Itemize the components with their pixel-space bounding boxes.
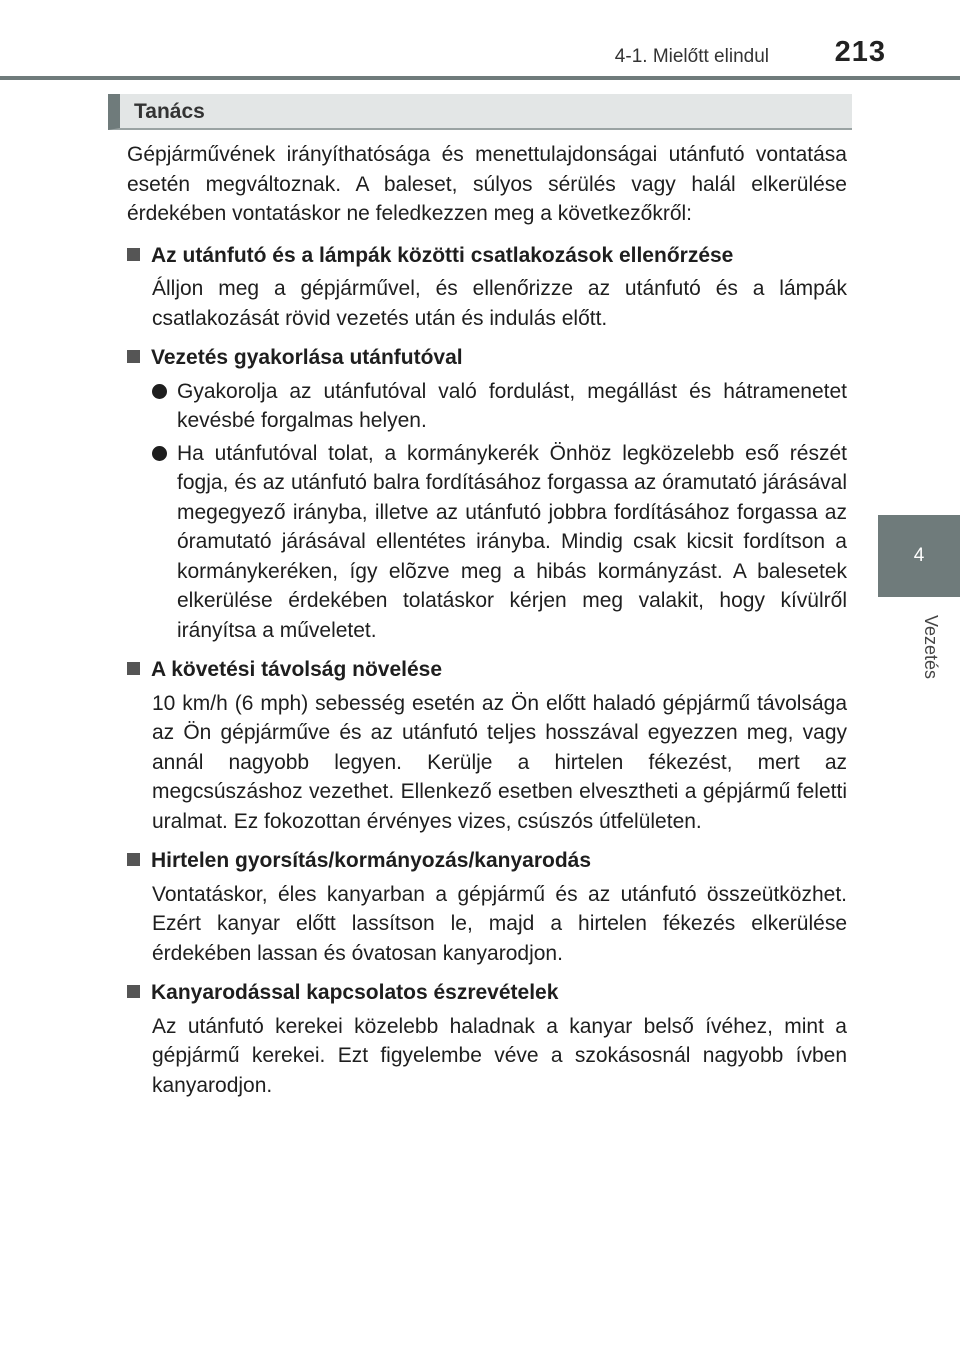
list-item <box>152 377 847 436</box>
list-item <box>152 439 847 646</box>
list-item-text: Gyakorolja az utánfutóval való fordulást, megállást és hátramenetet kevésbé forgalmas helyen. <box>177 379 847 432</box>
advice-title: Tanács <box>134 100 205 123</box>
header-rule <box>0 76 960 80</box>
section-sudden-maneuvers <box>127 846 847 968</box>
square-bullet-icon <box>127 350 140 363</box>
section-heading-text: Vezetés gyakorlása utánfutóval <box>151 346 463 369</box>
section-heading <box>127 846 847 876</box>
section-body: Az utánfutó kerekei közelebb haladnak a kanyar belső ívéhez, mint a gépjármű kerekei. Ezt figyelembe véve a szokásosnál nagyobb ívben kanyarodjon. <box>152 1014 847 1097</box>
chapter-number: 4 <box>913 545 925 566</box>
section-heading-text: Hirtelen gyorsítás/kormányozás/kanyarodás <box>151 849 592 872</box>
round-bullet-icon <box>152 446 167 461</box>
square-bullet-icon <box>127 248 140 261</box>
square-bullet-icon <box>127 662 140 675</box>
advice-box <box>108 94 852 130</box>
square-bullet-icon <box>127 853 140 866</box>
section-heading <box>127 241 847 271</box>
page-number: 213 <box>834 36 886 68</box>
section-heading-text: Kanyarodással kapcsolatos észrevételek <box>151 981 559 1004</box>
section-heading <box>127 343 847 373</box>
section-heading-text: Az utánfutó és a lámpák közötti csatlakozások ellenőrzése <box>151 243 734 267</box>
chapter-label: Vezetés <box>921 614 941 680</box>
section-connections <box>127 241 847 334</box>
section-body: Vontatáskor, éles kanyarban a gépjármű és az utánfutó összeütközhet. Ezért kanyar előtt lassítson le, majd a hirtelen fékezés elkerülése érdekében lassan és óvatosan kanyarodjon. <box>152 882 847 965</box>
section-turning <box>127 978 847 1100</box>
section-heading <box>127 655 847 685</box>
header-section-title: 4-1. Mielőtt elindul <box>614 46 769 67</box>
list-item-text: Ha utánfutóval tolat, a kormánykerék Önhöz legközelebb eső részét fogja, és az utánfutó balra fordításához forgassa az óramutató járásával megegyező irányba, illetve az utánfutó jobbra fordításához forgassa az óramutató járásával ellentétes irányba. Mindig csak kicsit fordítson a kormánykeréken, így elõzve meg a hibás kormányzást. A balesetek elkerülése érdekében tolatáskor kérjen meg valakit, hogy kívülről irányítsa a műveletet. <box>177 441 847 642</box>
section-body: 10 km/h (6 mph) sebesség esetén az Ön előtt haladó gépjármű távolsága az Ön gépjárműve és az utánfutó teljes hosszával egyezzen meg, vagy annál nagyobb legyen. Kerülje a hirtelen fékezést, mert az megcsúszáshoz vezethet. Ellenkező esetben elvesztheti a gépjármű feletti uralmat. Ez fokozottan érvényes vizes, csúszós útfelületen. <box>152 691 847 833</box>
square-bullet-icon <box>127 985 140 998</box>
section-heading <box>127 978 847 1008</box>
section-following-distance <box>127 655 847 836</box>
section-practice <box>127 343 847 645</box>
section-heading-text: A követési távolság növelése <box>151 658 443 681</box>
advice-intro: Gépjárművének irányíthatósága és menettulajdonságai utánfutó vontatása esetén megváltoznak. A baleset, súlyos sérülés vagy halál elkerülése érdekében vontatáskor ne feledkezzen meg a következőkről: <box>127 143 847 225</box>
round-bullet-icon <box>152 384 167 399</box>
advice-content <box>127 140 847 1110</box>
chapter-tab <box>878 515 960 597</box>
section-body: Álljon meg a gépjárművel, és ellenőrizze az utánfutó és a lámpák csatlakozását rövid vezetés után és indulás előtt. <box>152 277 847 330</box>
